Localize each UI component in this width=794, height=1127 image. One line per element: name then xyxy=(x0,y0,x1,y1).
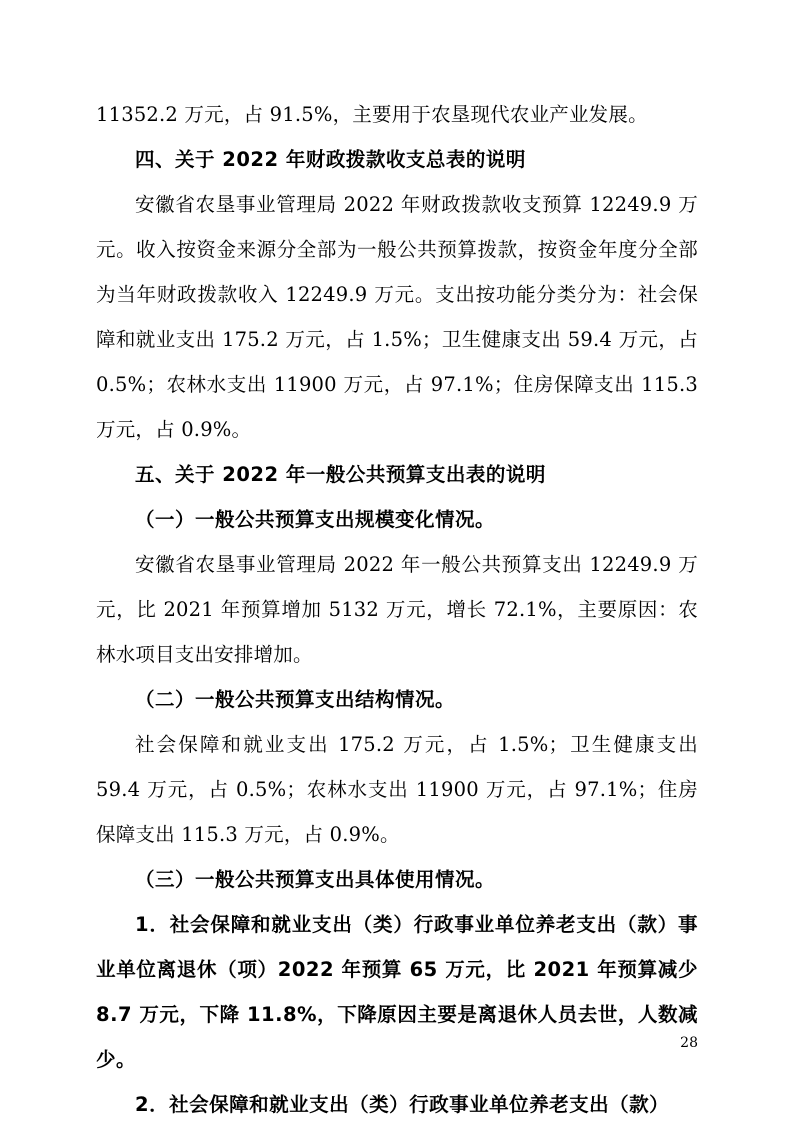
section-heading-five: 五、关于 2022 年一般公共预算支出表的说明 xyxy=(135,463,546,486)
page-number: 28 xyxy=(680,1035,698,1051)
paragraph-expenditure-structure: 社会保障和就业支出 175.2 万元，占 1.5%；卫生健康支出 59.4 万元，占 0.5%；农林水支出 11900 万元，占 97.1%；住房保障支出 115.3 万元，占 0.9%。 xyxy=(96,733,698,846)
subsection-heading-two: （二）一般公共预算支出结构情况。 xyxy=(135,688,456,711)
subsection-heading-one: （一）一般公共预算支出规模变化情况。 xyxy=(135,508,496,531)
paragraph-continuation: 11352.2 万元，占 91.5%，主要用于农垦现代农业产业发展。 xyxy=(96,103,648,126)
document-body xyxy=(96,92,698,1127)
subsection-heading-three: （三）一般公共预算支出具体使用情况。 xyxy=(135,868,496,891)
list-item-2: 2．社会保障和就业支出（类）行政事业单位养老支出（款） xyxy=(135,1093,670,1116)
list-item-1: 1．社会保障和就业支出（类）行政事业单位养老支出（款）事业单位离退休（项）2022 年预算 65 万元，比 2021 年预算减少 8.7 万元，下降 11.8%，下降原因主要是离退休人员去世，人数减少。 xyxy=(96,913,698,1071)
section-heading-four: 四、关于 2022 年财政拨款收支总表的说明 xyxy=(135,148,526,171)
paragraph-fiscal-appropriation-summary: 安徽省农垦事业管理局 2022 年财政拨款收支预算 12249.9 万元。收入按资金来源分全部为一般公共预算拨款，按资金年度分全部为当年财政拨款收入 12249.9 万元。支出按功能分类分为：社会保障和就业支出 175.2 万元，占 1.5%；卫生健康支出 59.4 万元，占 0.5%；农林水支出 11900 万元，占 97.1%；住房保障支出 115.3 万元，占 0.9%。 xyxy=(96,193,698,441)
paragraph-expenditure-scale-change: 安徽省农垦事业管理局 2022 年一般公共预算支出 12249.9 万元，比 2021 年预算增加 5132 万元，增长 72.1%，主要原因：农林水项目支出安排增加。 xyxy=(96,553,698,666)
